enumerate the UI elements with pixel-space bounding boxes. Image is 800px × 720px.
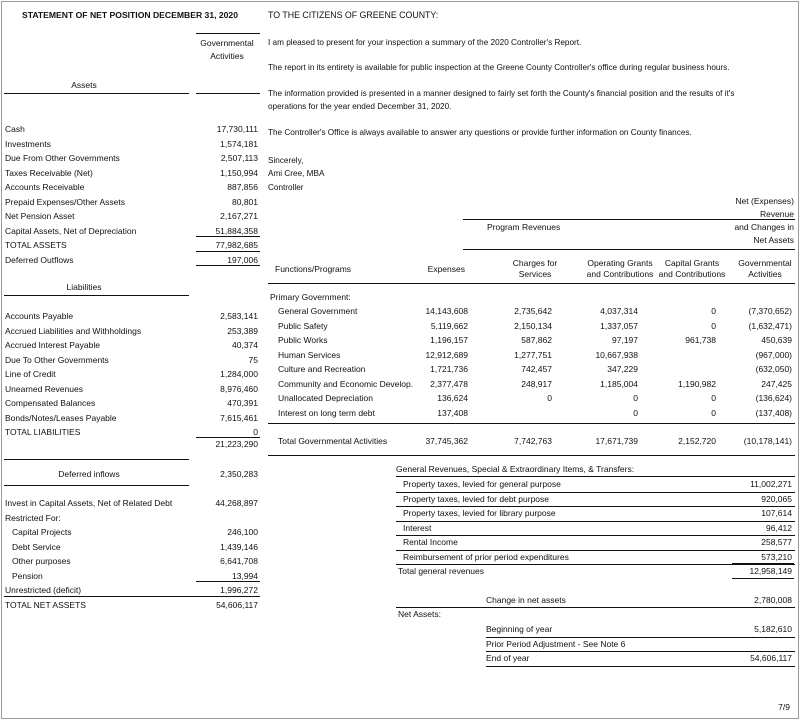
net-position-label: Pension [12,570,43,581]
expenses-cell: 136,624 [437,393,468,403]
general-revenue-value: 258,577 [761,537,792,547]
liability-label: Compensated Balances [5,398,96,408]
capital-cell: 1,190,982 [678,378,716,389]
operating-cell: 1,337,057 [600,320,638,331]
general-revenue-label: Interest [403,522,432,533]
net-cell: (136,624) [755,393,792,403]
operating-header-2: and Contributions [586,269,654,279]
expenses-cell: 14,143,608 [425,306,468,316]
asset-value: 2,507,113 [220,153,258,163]
net-cell: 247,425 [761,378,792,389]
capital-cell: 0 [711,320,716,331]
charges-cell: 2,150,134 [514,320,552,331]
charges-cell: 587,862 [521,335,552,345]
capital-cell: 961,738 [685,335,716,345]
page-number: 7/9 [778,702,790,712]
general-revenue-label: Reimbursement of prior period expenditures [403,551,569,562]
liability-label: TOTAL LIABILITIES [5,427,81,437]
beginning-year-value: 5,182,610 [754,624,792,634]
operating-cell: 97,197 [612,335,638,345]
charges-header-1: Charges for [512,258,558,268]
liability-label: Bonds/Notes/Leases Payable [5,412,117,423]
asset-value: 17,730,111 [216,124,258,134]
liability-label: Accounts Payable [5,311,74,321]
expenses-header: Expenses [427,264,465,274]
net-assets-label: Net Assets: [398,609,441,619]
liability-label: Accrued Interest Payable [5,340,100,350]
liability-label: Accrued Liabilities and Withholdings [5,325,142,336]
net-position-label: TOTAL NET ASSETS [5,599,86,610]
capital-header-2: and Contributions [658,269,726,279]
net-position-label: Debt Service [12,541,61,552]
letter-salutation: TO THE CITIZENS OF GREENE COUNTY: [268,10,439,20]
liability-value: 7,615,461 [220,412,258,423]
asset-label: Prepaid Expenses/Other Assets [5,196,126,207]
net-position-label: Unrestricted (deficit) [5,585,82,595]
prior-period-adjustment-label: Prior Period Adjustment - See Note 6 [486,639,626,649]
statement-title: STATEMENT OF NET POSITION DECEMBER 31, 2020 [22,10,238,20]
net-cell: (967,000) [755,349,792,360]
program-name: Culture and Recreation [278,364,366,374]
beginning-year-label: Beginning of year [486,624,553,634]
net-position-label: Invest in Capital Assets, Net of Related Debt [5,498,173,508]
liability-label: Line of Credit [5,369,56,379]
asset-value: 197,006 [227,254,258,265]
governmental-header-2: Activities [748,269,782,279]
net-position-label: Capital Projects [12,527,72,537]
program-name: Interest on long term debt [278,407,375,418]
capital-header-1: Capital Grants [664,258,720,268]
operating-cell: 0 [633,407,638,418]
operating-header-1: Operating Grants [587,258,653,268]
liability-label: Unearned Revenues [5,383,83,394]
net-position-label: Other purposes [12,556,71,566]
total-capital: 2,152,720 [678,436,716,446]
asset-label: Deferred Outflows [5,254,74,265]
asset-value: 887,856 [227,182,258,192]
program-name: General Government [278,306,358,316]
asset-value: 51,884,358 [215,225,258,236]
general-revenue-label: Property taxes, levied for library purpose [403,508,556,518]
net-position-label: Restricted For: [5,512,61,523]
program-name: Public Safety [278,320,328,331]
net-cell: (137,408) [755,407,792,418]
total-general-value: 12,958,149 [749,566,792,576]
primary-government-label: Primary Government: [270,292,351,302]
general-revenues-heading: General Revenues, Special & Extraordinary Items, & Transfers: [396,464,635,474]
general-revenue-label: Rental Income [403,537,458,547]
total-net: (10,178,141) [743,436,792,446]
assets-heading: Assets [71,80,97,90]
net-position-value: 54,606,117 [216,599,258,610]
expenses-cell: 1,196,157 [430,335,468,345]
net-header-line3: and Changes in [734,222,794,232]
net-cell: (632,050) [755,364,792,374]
net-header-line4: Net Assets [753,235,794,245]
asset-value: 1,150,994 [220,167,258,178]
net-position-value: 1,996,272 [220,585,258,595]
program-name: Human Services [278,349,341,360]
letter-paragraph-3b: operations for the year ended December 31, 2020. [268,102,452,111]
general-revenue-value: 573,210 [761,551,792,562]
asset-label: Due From Other Governments [5,153,120,163]
expenses-cell: 137,408 [437,407,468,418]
expenses-cell: 2,377,478 [430,378,468,389]
net-cell: (7,370,652) [748,306,792,316]
liability-value: 1,284,000 [220,369,258,379]
liability-value: 8,976,460 [220,383,258,394]
change-net-assets-label: Change in net assets [486,595,566,605]
operating-cell: 0 [633,393,638,403]
net-position-value: 13,994 [232,570,258,581]
col-header-line2: Activities [210,51,244,61]
change-net-assets-value: 2,780,008 [754,595,792,605]
liabilities-heading: Liabilities [66,282,102,292]
asset-value: 77,982,685 [215,240,258,250]
program-name: Unallocated Depreciation [278,393,373,403]
net-position-value: 6,641,708 [220,556,258,566]
total-general-label: Total general revenues [398,566,485,576]
liability-value: 75 [248,354,258,365]
letter-closing: Sincerely, [268,156,304,165]
capital-cell: 0 [711,407,716,418]
liability-value: 0 [253,427,258,437]
general-revenue-value: 107,614 [761,508,792,518]
asset-label: TOTAL ASSETS [5,240,67,250]
net-position-value: 44,268,897 [215,498,258,508]
asset-value: 1,574,181 [220,138,258,149]
capital-cell: 0 [711,393,716,403]
liability-value: 40,374 [232,340,258,350]
asset-value: 80,801 [232,196,258,207]
operating-cell: 1,185,004 [600,378,638,389]
col-header-line1: Governmental [200,38,254,48]
asset-label: Taxes Receivable (Net) [5,167,93,178]
letter-signer-role: Controller [268,183,304,192]
liabilities-sum: 21,223,290 [215,439,258,449]
program-revenues-label: Program Revenues [487,222,561,232]
charges-cell: 2,735,642 [514,306,552,316]
net-position-value: 246,100 [227,527,258,537]
charges-cell: 1,277,751 [514,349,552,360]
net-header-line2: Revenue [759,209,794,219]
asset-label: Accounts Receivable [5,182,85,192]
program-name: Public Works [278,335,328,345]
net-cell: 450,639 [761,335,792,345]
operating-cell: 4,037,314 [600,306,638,316]
asset-value: 2,167,271 [220,211,258,221]
letter-paragraph-4: The Controller's Office is always available to answer any questions or provide further information on County finances. [268,128,692,137]
asset-label: Cash [5,124,25,134]
letter-paragraph-2: The report in its entirety is available for public inspection at the Greene County Controller's office during regular business hours. [268,63,730,72]
capital-cell: 0 [711,306,716,316]
letter-paragraph-3a: The information provided is presented in a manner designed to fairly set forth the County's financial position and the results of it's [268,89,735,98]
charges-cell: 0 [547,393,552,403]
net-position-value: 1,439,146 [220,541,258,552]
charges-cell: 742,457 [521,364,552,374]
total-activities-label: Total Governmental Activities [278,436,388,446]
deferred-inflows-label: Deferred inflows [58,469,120,479]
expenses-cell: 12,912,689 [425,349,468,360]
total-expenses: 37,745,362 [425,436,468,446]
general-revenue-value: 96,412 [766,522,792,533]
letter-paragraph-1: I am pleased to present for your inspection a summary of the 2020 Controller's Report. [268,38,582,47]
operating-cell: 347,229 [607,364,638,374]
expenses-cell: 1,721,736 [430,364,468,374]
general-revenue-value: 11,002,271 [750,479,792,489]
asset-label: Capital Assets, Net of Depreciation [5,225,137,236]
total-charges: 7,742,763 [514,436,552,446]
total-operating: 17,671,739 [595,436,638,446]
expenses-cell: 5,119,662 [430,320,468,331]
functions-header: Functions/Programs [275,264,352,274]
net-header-line1: Net (Expenses) [735,196,794,206]
end-year-label: End of year [486,653,530,663]
liability-label: Due To Other Governments [5,354,109,365]
general-revenue-label: Property taxes, levied for debt purpose [403,493,549,504]
letter-signer-name: Ami Cree, MBA [268,169,325,178]
general-revenue-value: 920,065 [761,493,792,504]
liability-value: 470,391 [227,398,258,408]
asset-label: Net Pension Asset [5,211,75,221]
net-cell: (1,632,471) [748,320,792,331]
governmental-header-1: Governmental [738,258,792,268]
operating-cell: 10,667,938 [595,349,638,360]
deferred-inflows-value: 2,350,283 [220,469,258,479]
program-name: Community and Economic Develop. [278,378,414,389]
liability-value: 2,583,141 [220,311,258,321]
charges-cell: 248,917 [521,378,552,389]
asset-label: Investments [5,138,51,149]
general-revenue-label: Property taxes, levied for general purpose [403,479,561,489]
charges-header-2: Services [518,269,552,279]
liability-value: 253,389 [227,325,258,336]
end-year-value: 54,606,117 [750,653,792,663]
